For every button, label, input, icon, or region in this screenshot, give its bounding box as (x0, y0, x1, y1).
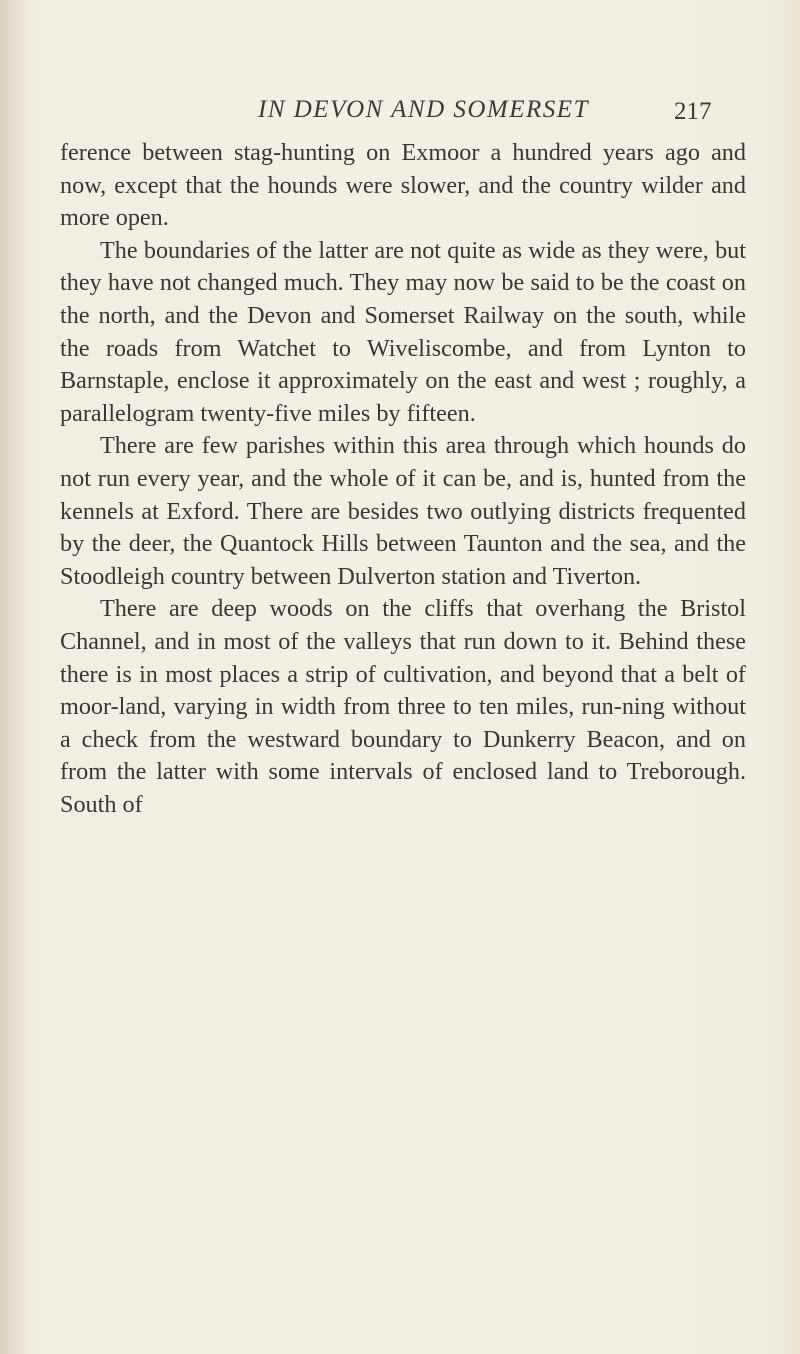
paragraph-2: The boundaries of the latter are not quite as wide as they were, but they have not changed much. They may now be said to be the coast on the north, and the Devon and Somerset Railway on the south, while the roads from Watchet to Wiveliscombe, and from Lynton to Barnstaple, enclose it approximately on the east and west ; roughly, a parallelogram twenty-five miles by fifteen. (60, 236, 746, 427)
paragraph-3: There are few parishes within this area through which hounds do not run every year, and the whole of it can be, and is, hunted from the kennels at Exford. There are besides two outlying districts frequented by the deer, the Quantock Hills between Taunton and the sea, and the Stoodleigh country between Dulverton station and Tiverton. (60, 432, 746, 590)
paragraph-1: ference between stag-hunting on Exmoor a hundred years ago and now, except that the hounds were slower, and the country wilder and more open. (60, 139, 746, 232)
body-text (60, 137, 746, 821)
page-gutter-shadow (0, 0, 28, 1354)
running-head-title: IN DEVON AND SOMERSET (258, 96, 589, 123)
paragraph-4: There are deep woods on the cliffs that overhang the Bristol Channel, and in most of the valleys that run down to it. Behind these there is in most places a strip of cultivation, and beyond that a belt of moor-land, varying in width from three to ten miles, run-ning without a check from the westward boundary to Dunkerry Beacon, and on from the latter with some intervals of enclosed land to Treborough. South of (60, 595, 746, 818)
page-number: 217 (674, 98, 712, 125)
